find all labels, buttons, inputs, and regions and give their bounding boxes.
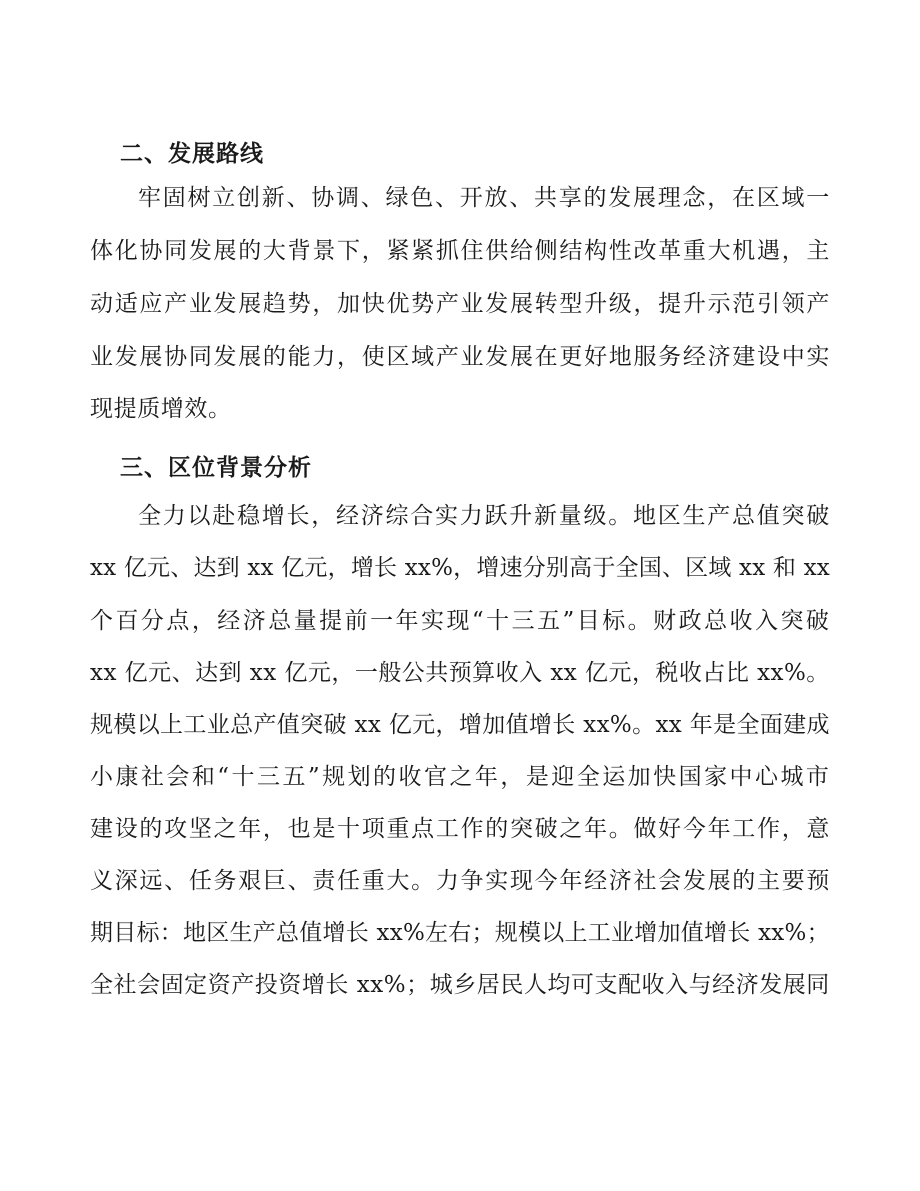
paragraph-line: 动适应产业发展趋势，加快优势产业发展转型升级，提升示范引领产: [90, 291, 832, 317]
paragraph-line: 小康社会和“十三五”规划的收官之年，是迎全运加快国家中心城市: [90, 764, 832, 790]
paragraph-line: 规模以上工业总产值突破 xx 亿元，增加值增长 xx%。xx 年是全面建成: [90, 712, 830, 738]
paragraph-line: 期目标：地区生产总值增长 xx%左右；规模以上工业增加值增长 xx%；: [90, 920, 830, 946]
paragraph-line: 义深远、任务艰巨、责任重大。力争实现今年经济社会发展的主要预: [90, 868, 832, 894]
paragraph-line: 个百分点，经济总量提前一年实现“十三五”目标。财政总收入突破: [90, 608, 832, 634]
paragraph-line: 全社会固定资产投资增长 xx%；城乡居民人均可支配收入与经济发展同: [90, 972, 830, 998]
paragraph-line: 体化协同发展的大背景下，紧紧抓住供给侧结构性改革重大机遇，主: [90, 238, 832, 264]
paragraph-line: 全力以赴稳增长，经济综合实力跃升新量级。地区生产总值突破: [138, 503, 831, 529]
section-heading-location-background: 三、区位背景分析: [120, 454, 312, 481]
paragraph-line: 现提质增效。: [90, 396, 232, 422]
paragraph-line: 业发展协同发展的能力，使区域产业发展在更好地服务经济建设中实: [90, 344, 832, 370]
paragraph-line: xx 亿元、达到 xx 亿元，一般公共预算收入 xx 亿元，税收占比 xx%。: [90, 660, 830, 686]
paragraph-line: 牢固树立创新、协调、绿色、开放、共享的发展理念，在区域一: [138, 185, 831, 211]
paragraph-line: xx 亿元、达到 xx 亿元，增长 xx%，增速分别高于全国、区域 xx 和 xx: [90, 555, 830, 581]
section-heading-development-route: 二、发展路线: [120, 140, 264, 167]
paragraph-line: 建设的攻坚之年，也是十项重点工作的突破之年。做好今年工作，意: [90, 816, 832, 842]
